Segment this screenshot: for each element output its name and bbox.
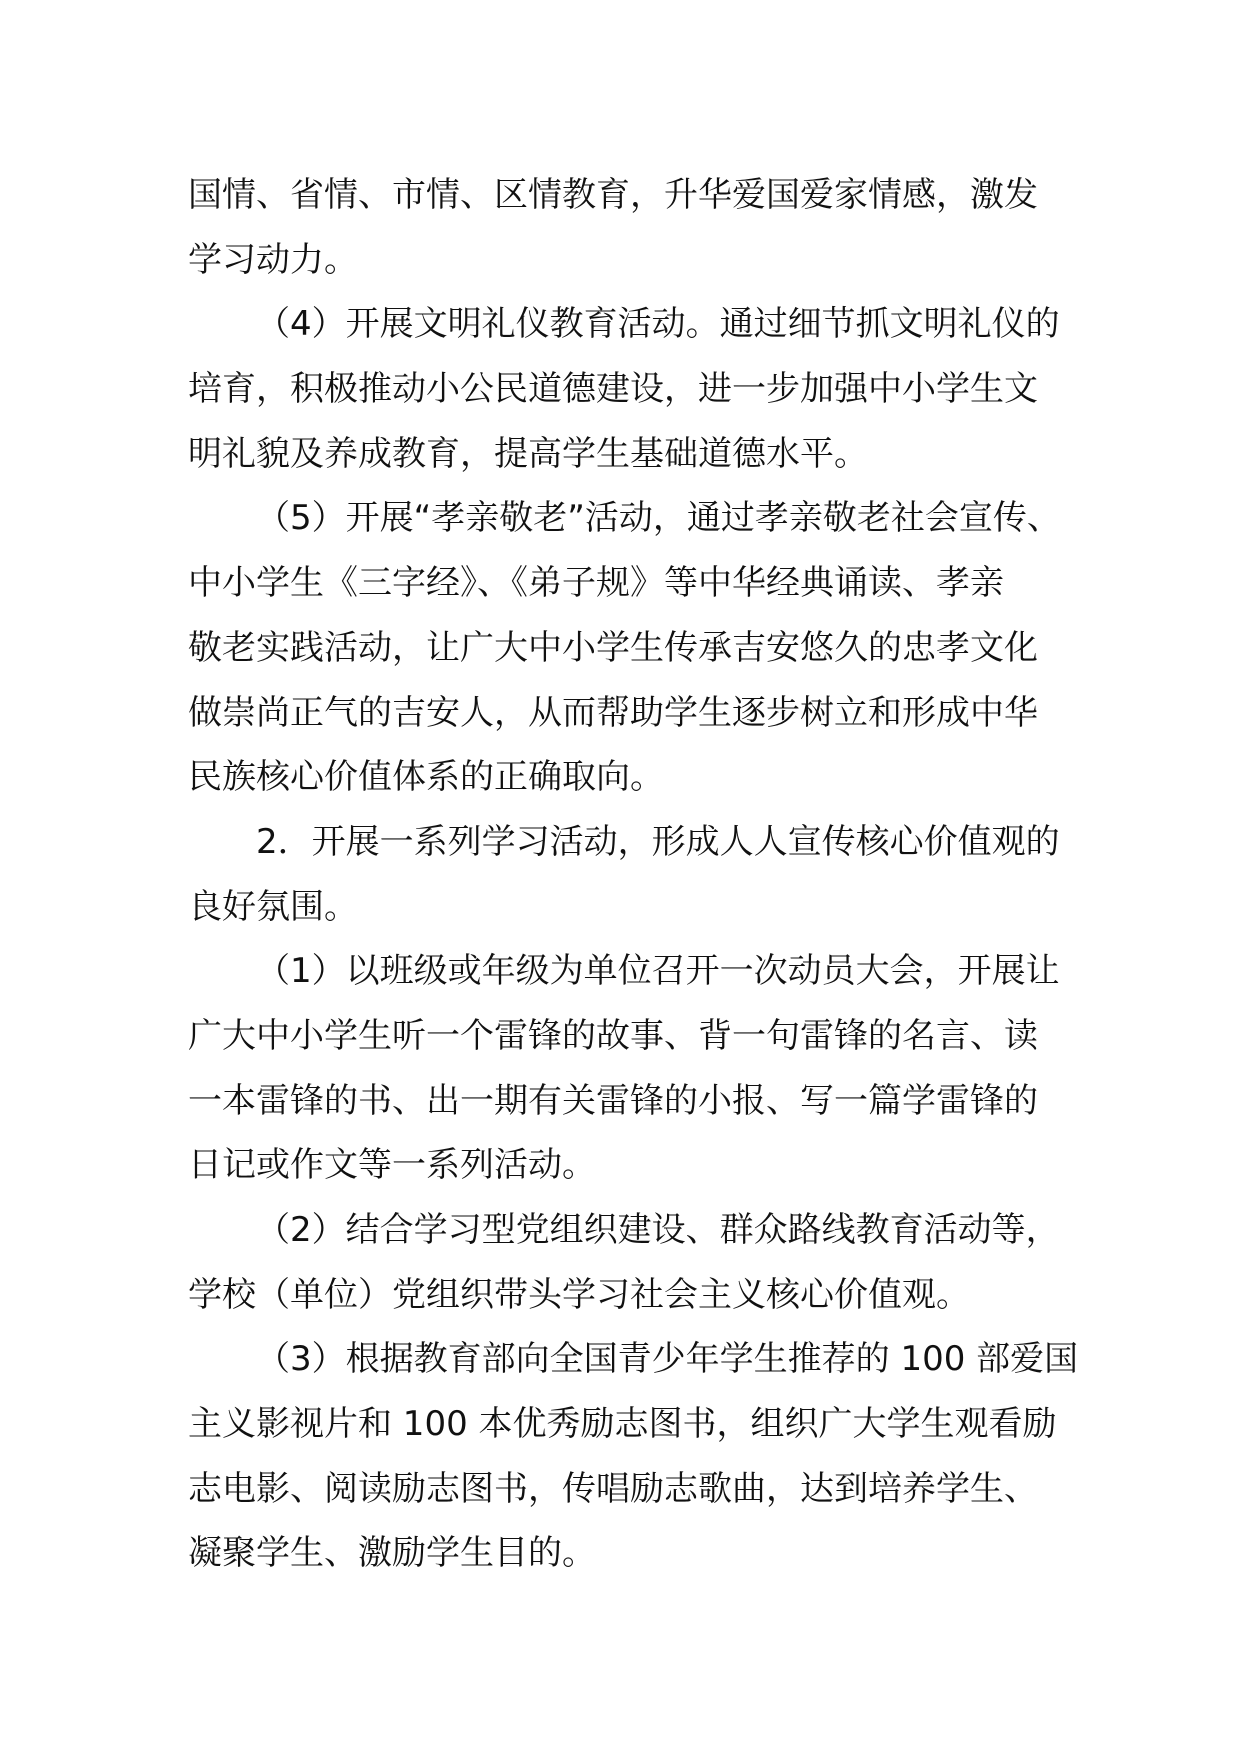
paragraph-start-line: （1）以班级或年级为单位召开一次动员大会，开展让 <box>256 951 1060 992</box>
text-line: 主义影视片和 100 本优秀励志图书，组织广大学生观看励 <box>188 1404 1057 1445</box>
text-line: 敬老实践活动，让广大中小学生传承吉安悠久的忠孝文化 <box>188 627 1038 668</box>
text-line: 学习动力。 <box>188 239 358 280</box>
text-line: 一本雷锋的书、出一期有关雷锋的小报、写一篇学雷锋的 <box>188 1080 1038 1121</box>
document-body <box>188 163 1079 1586</box>
text-line: 做崇尚正气的吉安人，从而帮助学生逐步树立和形成中华 <box>188 692 1038 733</box>
text-line: 培育，积极推动小公民道德建设，进一步加强中小学生文 <box>188 369 1038 410</box>
paragraph-start-line: （4）开展文明礼仪教育活动。通过细节抓文明礼仪的 <box>256 304 1060 345</box>
text-line: 良好氛围。 <box>188 886 358 927</box>
text-line: 民族核心价值体系的正确取向。 <box>188 757 664 798</box>
text-line: 学校（单位）党组织带头学习社会主义核心价值观。 <box>188 1274 970 1315</box>
paragraph-start-line: （3）根据教育部向全国青少年学生推荐的 100 部爱国 <box>256 1339 1079 1380</box>
text-line: 广大中小学生听一个雷锋的故事、背一句雷锋的名言、读 <box>188 1015 1038 1056</box>
text-line: 中小学生《三字经》、《弟子规》等中华经典诵读、孝亲 <box>188 563 1004 604</box>
text-line: 志电影、阅读励志图书，传唱励志歌曲，达到培养学生、 <box>188 1468 1038 1509</box>
text-line: 凝聚学生、激励学生目的。 <box>188 1533 596 1574</box>
paragraph-start-line: （5）开展“孝亲敬老”活动，通过孝亲敬老社会宣传、 <box>256 498 1061 539</box>
text-line: 国情、省情、市情、区情教育，升华爱国爱家情感，激发 <box>188 175 1038 215</box>
paragraph-start-line: 2．开展一系列学习活动，形成人人宣传核心价值观的 <box>256 821 1060 862</box>
paragraph-start-line: （2）结合学习型党组织建设、群众路线教育活动等， <box>256 1210 1060 1250</box>
text-line: 明礼貌及养成教育，提高学生基础道德水平。 <box>188 433 868 474</box>
text-line: 日记或作文等一系列活动。 <box>188 1145 596 1186</box>
